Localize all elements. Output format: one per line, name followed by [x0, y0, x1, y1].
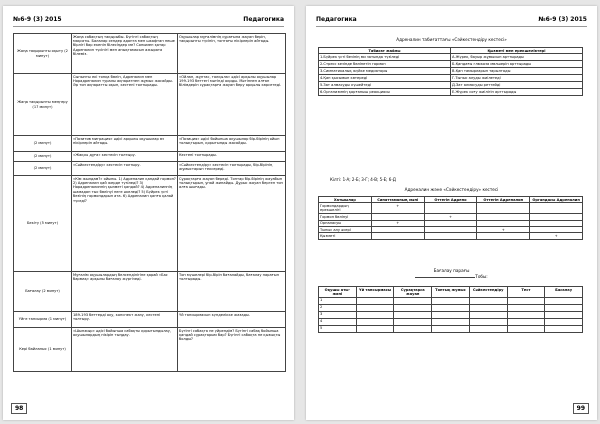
table-cell: А.Жүрек, бауыр жұмысын арттырады [451, 54, 583, 61]
table-cell [432, 318, 470, 325]
table-cell: Тыныс алу әсері [319, 227, 372, 233]
table-cell: 1 [319, 297, 357, 304]
table-cell: Е.Жүрек соғу жиілігін арттырады [451, 89, 583, 96]
teacher-activity: Мұғалім оқушылардың белсенділігіне қарай «Бас бармақ» арқылы бағалау жүргізеді. [72, 272, 178, 312]
table-cell: Қызметі [319, 233, 372, 239]
table-row [319, 75, 583, 82]
right-page [306, 6, 597, 420]
comparison-table-caption: Адреналин және «Сәйкестендіру» кестесі [404, 187, 499, 192]
table-cell [394, 297, 432, 304]
table-cell: 2.Стресс кезінде бөлінетін гормон [319, 61, 451, 68]
student-activity: Кестені толтырады. [178, 152, 286, 162]
page-number: 99 [573, 403, 589, 414]
table-row [319, 304, 583, 311]
column-header: Сәйкестендіру [469, 287, 507, 298]
table-cell: 5 [319, 325, 357, 332]
table-cell: Д.Зат алмасуды реттейді [451, 82, 583, 89]
table-cell: В.Қан тамырларын тарылтады [451, 68, 583, 75]
student-activity: Бүгінгі сабақта не үйрендім? Бүгінгі сабақ бойынша қандай сұрақтарым бар? Бүгінгі сабақта не қызықты болды? [178, 328, 286, 372]
table-cell [545, 297, 583, 304]
left-page [3, 6, 294, 420]
table-cell: 1.Бүйрек үсті безінің ми затында түзіледі [319, 54, 451, 61]
table-row [14, 34, 286, 74]
table-cell [356, 325, 394, 332]
teacher-activity: «Кім жылдам?» ойыны. 1) Адреналин қандай гормон? 2) Адреналин қай жерде түзіледі? 3) Норадреналиннің қызметі қандай? 4) Адреналиннің шамадан тыс бөлінуі неге әкеледі? 5) Бүйрек үсті безінің гормондарын ата. 6) Адреналин қанға қалай түседі? [72, 176, 178, 272]
assessment-table [318, 286, 583, 333]
table-cell: Гормон бөлінуі [319, 214, 372, 220]
table-cell [394, 325, 432, 332]
column-header: Тест [507, 287, 545, 298]
table-cell [356, 318, 394, 325]
journal-issue: №6-9 (3) 2015 [13, 16, 62, 23]
table-cell [507, 304, 545, 311]
answer-key: Кілті: 1-А; 2-Б; 3-Г; 4-В; 5-Е; 6-Д [330, 177, 396, 182]
lesson-stage: Жаңа тақырыпты оқыту (2 минут) [14, 34, 72, 74]
column-header: Сипаттаманың мәні [371, 197, 424, 203]
teacher-activity: «Сәйкестендіру» кестесін толтыру. [72, 162, 178, 176]
table-cell: + [371, 220, 424, 226]
table-cell [507, 297, 545, 304]
table-cell [469, 325, 507, 332]
table-row [319, 89, 583, 96]
table-cell [432, 304, 470, 311]
table-cell [394, 311, 432, 318]
table-cell: + [424, 214, 477, 220]
teacher-activity: Жаңа сабақтың тақырыбы. Бүгінгі сабақтың мақсаты. Балалар сендер адапта мен шкафтан неше бірлігі бар екенін білесіңдер ме? Сонымен қатар Адреналин түсінігі мен анықтамасын ажырата білеміз. [72, 34, 178, 74]
student-activity: Үй тапсырмасын күнделікке жазады. [178, 312, 286, 328]
table-row [14, 272, 286, 312]
table-row [14, 74, 286, 136]
table-cell: 4.Қан қысымын көтереді [319, 75, 451, 82]
column-header: Бағалау [545, 287, 583, 298]
table-cell: 4 [319, 318, 357, 325]
table-cell [356, 304, 394, 311]
table-cell [394, 304, 432, 311]
table-cell: Орналасуы [319, 220, 372, 226]
section-title: Педагогика [316, 16, 357, 23]
comparison-table [318, 196, 583, 240]
table-cell [469, 297, 507, 304]
column-header: Оқушы аты-жөні [319, 287, 357, 298]
column-header: Хатшылар [319, 197, 372, 203]
column-header: Топтық жұмыс [432, 287, 470, 298]
page-number: 98 [11, 403, 27, 414]
table-cell: Гормондардың ерекшелігі [319, 203, 372, 214]
student-activity: Сұрақтарға жауап береді. Топтар бір-бірінің жауабын толықтырып, ұпай жинайды. Дұрыс жауап берген топ алға шығады. [178, 176, 286, 272]
section-title: Педагогика [243, 16, 284, 23]
table-cell [545, 318, 583, 325]
table-row [319, 297, 583, 304]
assessment-group-label: Тобы: [316, 274, 587, 279]
teacher-activity: «Шынжыр» әдісі бойынша сабақты қорытындылау, оқушылардың пікірін тыңдау. [72, 328, 178, 372]
table-cell [424, 233, 477, 239]
table-cell [394, 318, 432, 325]
table-cell [432, 325, 470, 332]
lesson-stage: Бекіту (5 минут) [14, 176, 72, 272]
teacher-activity: Сыныпты екі топқа бөліп, Адреналин мен Норадреналин туралы ақпаратпен жұмыс жасайды. Әр топ ақпаратты оқып, кестені толтырады. [72, 74, 178, 136]
table-row [14, 162, 286, 176]
table-row [319, 311, 583, 318]
table-row [319, 318, 583, 325]
table-row [14, 136, 286, 152]
student-activity: «Позиция» әдісі бойынша оқушылар бір-бірінің ойын толықтырып, қорытынды жасайды. [178, 136, 286, 152]
table-cell [545, 311, 583, 318]
lesson-stage: Үйге тапсырма (1 минут) [14, 312, 72, 328]
right-page-header [316, 14, 587, 27]
table-cell [371, 233, 424, 239]
table-cell: 2 [319, 304, 357, 311]
column-header: Оттегін Адрено [424, 197, 477, 203]
table-cell [469, 304, 507, 311]
column-header: Оттегін Адреналин [477, 197, 530, 203]
table-cell [477, 203, 530, 214]
table-cell: + [371, 203, 424, 214]
lesson-stage: Бағалау (2 минут) [14, 272, 72, 312]
student-activity: Оқушылар мұғалімнің сұрағына жауап беріп, тақырыпты түсініп, топтағы пікірлерін айтады. [178, 34, 286, 74]
table-cell [545, 304, 583, 311]
student-activity: «Сәйкестендіру» кестесін толтырады, бір-бірінің жұмыстарын тексереді. [178, 162, 286, 176]
table-row [319, 203, 583, 214]
column-header: Үй тапсырмасы [356, 287, 394, 298]
assessment-caption: Бағалау парағы [433, 268, 470, 273]
table-cell [477, 233, 530, 239]
lesson-stage: Жаңа тақырыпты меңгеру (17 минут) [14, 74, 72, 136]
teacher-activity: 189-193 беттерді оқу, конспект жазу, кестені толтыру. [72, 312, 178, 328]
table-cell: Г.Тыныс алуды жиілетеді [451, 75, 583, 82]
table-row [319, 325, 583, 332]
table-cell: + [530, 233, 583, 239]
column-header: Қызметі мен ерекшеліктері [451, 48, 583, 54]
column-header: Табиғат жайлы [319, 48, 451, 54]
table-row [14, 312, 286, 328]
matching-table [318, 47, 583, 96]
table-row [319, 233, 583, 239]
teacher-activity: «Жақсы дұға» кестесін толтыру. [72, 152, 178, 162]
left-page-header [13, 14, 284, 27]
table-cell [530, 203, 583, 214]
table-row [319, 54, 583, 61]
table-cell [469, 318, 507, 325]
table-cell [424, 203, 477, 214]
lesson-plan-table [13, 33, 286, 372]
table-row [319, 82, 583, 89]
table-cell [469, 311, 507, 318]
lesson-stage: (2 минут) [14, 136, 72, 152]
table-cell: + [477, 227, 530, 233]
journal-issue: №6-9 (3) 2015 [538, 16, 587, 23]
column-header: Сұрақтарға жауап [394, 287, 432, 298]
student-activity: Топ мүшелері бір-бірін бағалайды, бағалау парағын толтырады. [178, 272, 286, 312]
table-cell [507, 325, 545, 332]
table-cell [432, 311, 470, 318]
teacher-activity: «Позитив миграция» әдісі арқылы оқушылар өз пікірлерін айтады. [72, 136, 178, 152]
table-cell: 6.Организмнің қорғаныш реакциясы [319, 89, 451, 96]
matching-table-caption: Адреналин табиғаттағы «Сәйкестендіру кестесі» [396, 37, 507, 42]
column-header: Органдағы Адреналин [530, 197, 583, 203]
table-cell: 3.Симпатикалық жүйке медиаторы [319, 68, 451, 75]
table-cell [507, 311, 545, 318]
table-cell [432, 297, 470, 304]
table-row [14, 328, 286, 372]
table-row [14, 176, 286, 272]
table-cell [507, 318, 545, 325]
table-row [319, 68, 583, 75]
table-row [14, 152, 286, 162]
table-row [319, 61, 583, 68]
lesson-stage: Кері байланыс (1 минут) [14, 328, 72, 372]
student-activity: «Ойлан, жұптас, талқыла» әдісі арқылы оқушылар 199-193 беттегі мәтінді оқиды. Мәтіннен алған білімдерін сұрақтарға жауап беру арқылы көрсетеді. [178, 74, 286, 136]
lesson-stage: (2 минут) [14, 162, 72, 176]
lesson-stage: (2 минут) [14, 152, 72, 162]
table-cell [356, 311, 394, 318]
table-cell [356, 297, 394, 304]
table-cell: Б.Қандағы глюкоза мөлшерін арттырады [451, 61, 583, 68]
table-cell [545, 325, 583, 332]
table-cell: 5.Зат алмасуды күшейтеді [319, 82, 451, 89]
table-cell: 3 [319, 311, 357, 318]
